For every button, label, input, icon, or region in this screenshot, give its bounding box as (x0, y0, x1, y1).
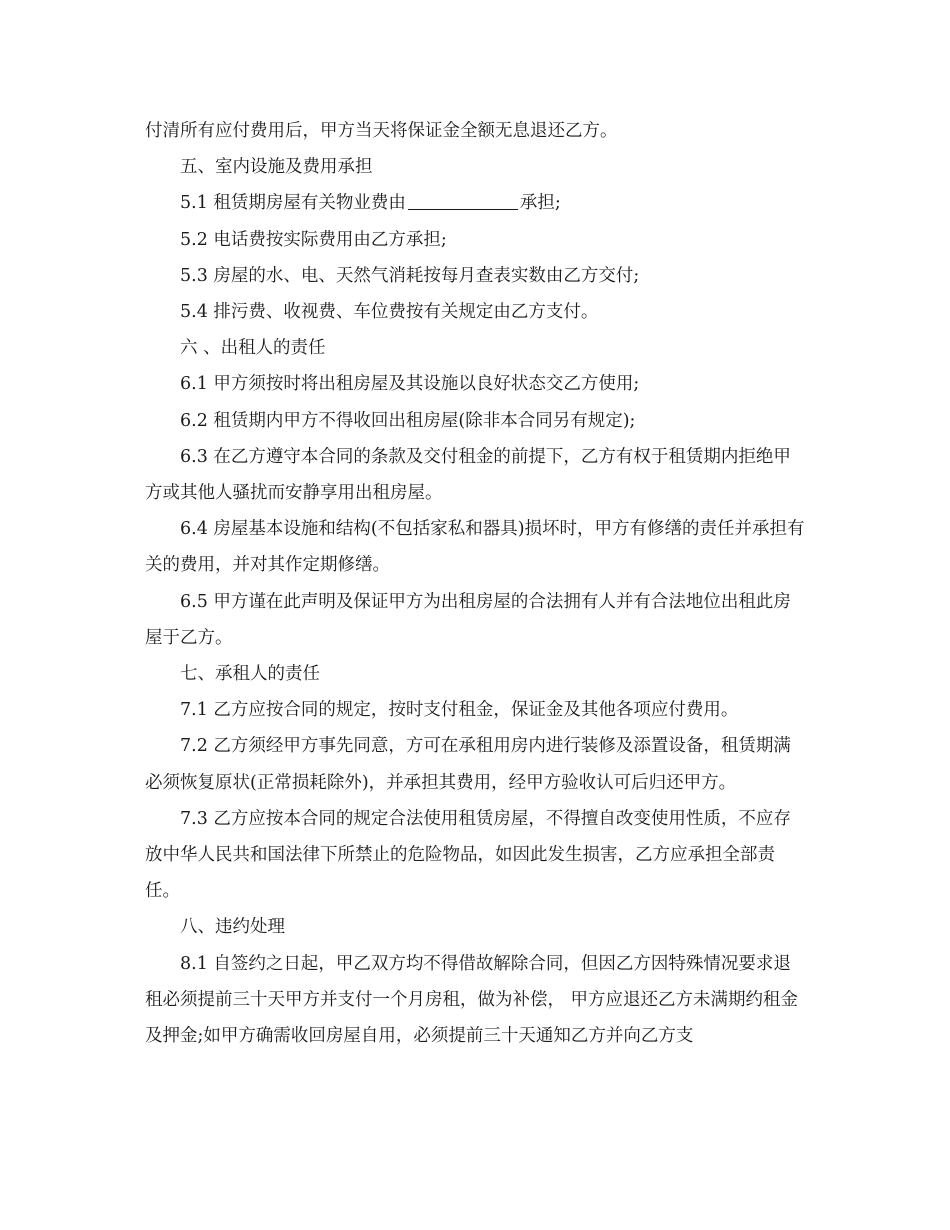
clause-7-3: 7.3 乙方应按本合同的规定合法使用租赁房屋，不得擅自改变使用性质，不应存放中华人民共和国法律下所禁止的危险物品，如因此发生损害，乙方应承担全部责任。 (145, 808, 791, 902)
section-heading-6: 六 、出租人的责任 (180, 338, 326, 359)
clause-5-3: 5.3 房屋的水、电、天然气消耗按每月查表实数由乙方交付; (180, 265, 640, 286)
clause-6-3: 6.3 在乙方遵守本合同的条款及交付租金的前提下，乙方有权于租赁期内拒绝甲方或其他人骚扰而安静享用出租房屋。 (145, 446, 791, 504)
clause-6-4: 6.4 房屋基本设施和结构(不包括家私和器具)损坏时，甲方有修缮的责任并承担有关的费用，并对其作定期修缮。 (145, 519, 805, 576)
clause-6-2: 6.2 租赁期内甲方不得收回出租房屋(除非本合同另有规定); (180, 410, 636, 431)
fill-in-blank (408, 192, 518, 211)
clause-5-1-text: 5.1 租赁期房屋有关物业费由 (180, 193, 406, 214)
clause-5-1-suffix: 承担; (519, 193, 561, 214)
clause-5-2: 5.2 电话费按实际费用由乙方承担; (180, 229, 447, 250)
clause-5-1 (145, 185, 805, 221)
clause-7-2: 7.2 乙方须经甲方事先同意，方可在承租用房内进行装修及添置设备，租赁期满必须恢复原状(正常损耗除外)，并承担其费用，经甲方验收认可后归还甲方。 (145, 736, 791, 793)
section-heading-7: 七、承租人的责任 (180, 664, 320, 685)
section-heading-5: 五、室内设施及费用承担 (180, 157, 373, 178)
clause-6-5: 6.5 甲方谨在此声明及保证甲方为出租房屋的合法拥有人并有合法地位出租此房屋于乙方。 (145, 591, 791, 648)
section-heading-8: 八、违约处理 (180, 917, 285, 938)
clause-8-1: 8.1 自签约之日起，甲乙双方均不得借故解除合同，但因乙方因特殊情况要求退租必须提前三十天甲方并支付一个月房租，做为补偿， 甲方应退还乙方未满期约租金及押金;如甲方确需收回房屋自用，必须提前三十天通知乙方并向乙方支 (145, 953, 799, 1047)
document-body (145, 113, 805, 1054)
clause-7-1: 7.1 乙方应按合同的规定，按时支付租金，保证金及其他各项应付费用。 (180, 700, 739, 721)
clause-6-1: 6.1 甲方须按时将出租房屋及其设施以良好状态交乙方使用; (180, 374, 640, 395)
clause-5-4: 5.4 排污费、收视费、车位费按有关规定由乙方支付。 (180, 302, 599, 323)
paragraph-deposit-refund: 付清所有应付费用后，甲方当天将保证金全额无息退还乙方。 (145, 121, 618, 141)
